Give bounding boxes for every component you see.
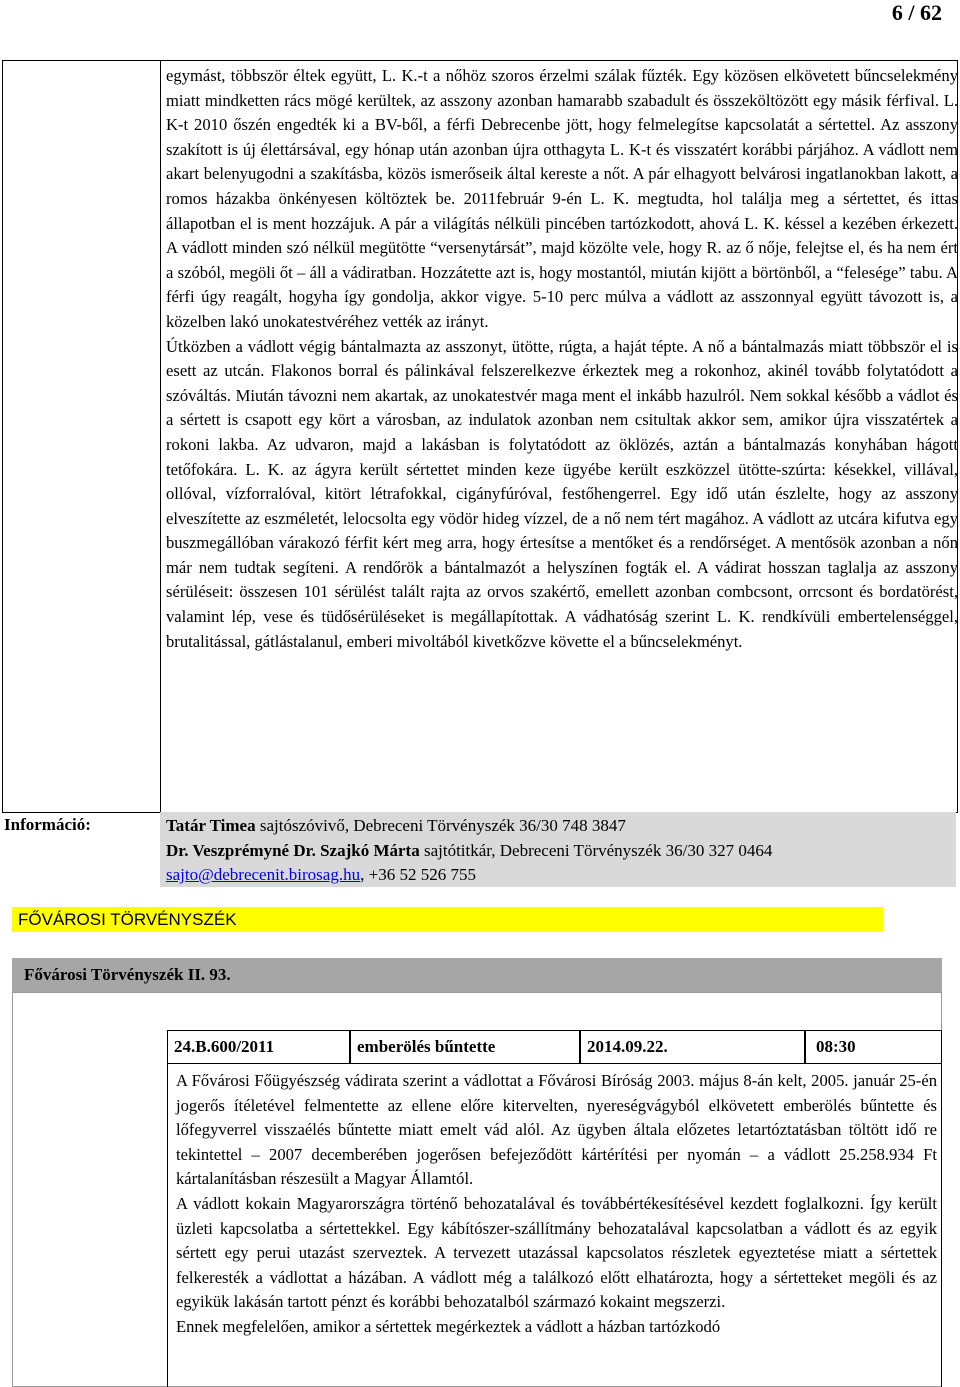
case-description (166, 64, 958, 654)
court-title: FŐVÁROSI TÖRVÉNYSZÉK (12, 907, 883, 932)
contact-line (166, 839, 772, 864)
paragraph: A Fővárosi Főügyészség vádirata szerint a vádlottat a Fővárosi Bíróság 2003. május 8-án kelt, 2005. január 25-én jogerős ítéletével felmentette az ellene előre kitervelten, nyereségvágyból elkövetett emberölés bűntette és lőfegyverrel visszaélés bűntette miatt emelt vád alól. Az ügyben általa előzetes letartóztatásban töltött idő re tekintettel – 2007 decemberében jogerősen befejeződött kártérítési per nyomán – a vádlott 25.258.934 Ft kártalanításban részesült a Magyar Államtól. (176, 1071, 937, 1189)
contact-detail: sajtótitkár, Debreceni Törvényszék 36/30 327 0464 (419, 840, 773, 860)
contact-line (166, 863, 772, 888)
contact-name: Dr. Veszprémyné Dr. Szajkó Márta (166, 840, 420, 860)
courtroom-header: Fővárosi Törvényszék II. 93. (12, 958, 942, 992)
phone-number: , +36 52 526 755 (360, 865, 476, 885)
paragraph: A vádlott kokain Magyarországra történő behozatalával és továbbértékesítésével kezdett foglalkozni. Így került üzleti kapcsolatba a sértettekkel. Egy kábítószer-szállítmány behozatalával kapcsolatban a vádlott és az egyik sértett egy perui utazást szerveztek. A tervezett utazással kapcsolatos részletek egyeztetése miatt a sértettek felkeresték a vádlottat a házában. A vádlott még a találkozó előtt elhatározta, hogy a sértetteket megöli és az egyikük lakásán tartott pénzt és korábbi behozatalból származó kokaint megszerzi. (176, 1193, 937, 1312)
case-charge: emberölés bűntette (350, 1030, 580, 1064)
paragraph: Ennek megfelelően, amikor a sértettek megérkeztek a vádlott a házban tartózkodó (176, 1316, 721, 1336)
case-body (176, 1069, 937, 1340)
paragraph: Útközben a vádlott végig bántalmazta az asszonyt, ütötte, rúgta, a haját tépte. A nő a bántalmazás miatt többször el is esett az utcán. Flakonos borral és pálinkával felszerelkezve érkeztek meg a rokonhoz, akinél tovább folytatódott a szóváltás. Miután távozni nem akartak, az unokatestvér maga ment el inkább hazulról. Nem sokkal később a vádlot és a sértett is csapott egy kört a városban, az indulatok azonban nem csitultak akkor sem, amikor újra visszatértek a rokoni lakba. Az udvaron, majd a lakásban is folytatódott az öklözés, aztán a bántalmazás konyhában hágott tetőfokára. L. K. az ágyra került sértettet minden keze ügyébe került eszközzel ütötte-szúrta: késekkel, villával, ollóval, vízforralóval, kitört létrafokkal, cigányfúróval, festőhengerrel. Egy idő után észlelte, hogy az asszony elveszítette az eszméletét, lelocsolta egy vödör hideg vízzel, de a nő nem tért magához. A vádlott az utcára kifutva egy buszmegállóban várakozó férfit kért meg arra, hogy értesítse a mentőket és a rendőrséget. A mentősök azonban a nőn már nem tudtak segíteni. A rendőrök a bántalmazót a helyszínen fogták el. A vádirat hosszan taglalja az asszony sérüléseit: összesen 101 sérülést talált rajta az orvos szakértő, emellett azonban combcsont, orrcsont és bordatörést, valamint lép, vese és tüdősérüléseket is megállapítottak. A vádhatóság szerint L. K. rendkívüli embertelenséggel, brutalitással, gátlástalanul, emberi mivoltából kivetkőzve követte el a bűncselekményt. (166, 336, 958, 651)
case-date: 2014.09.22. (580, 1030, 805, 1064)
contact-line (166, 814, 772, 839)
email-link[interactable]: sajto@debrecenit.birosag.hu (166, 865, 361, 885)
case-time: 08:30 (805, 1030, 942, 1064)
paragraph: egymást, többször éltek együtt, L. K.-t a nőhöz szoros érzelmi szálak fűzték. Egy közösen elkövetett bűncselekmény miatt mindketten rács mögé kerültek, az asszony azonban hamarabb szabadult és összeköltözött egy másik férfival. L. K-t 2010 őszén engedték ki a BV-ből, a férfi Debrecenbe jött, hogy felmelegítse kapcsolatát a sértettel. Az asszony szakított is új élettársával, egy hónap után azonban újra otthagyta L. K-t és visszatért korábbi párjához. A vádlott nem akart belenyugodni a szakításba, közös ismerőseik által kereste a nőt. A pár elhagyott belvárosi ingatlanokban lakott, a romos házakba önkényesen költöztek be. 2011február 9-én L. K. megtudta, hol találja meg a sértettet, és ittas állapotban el is ment hozzájuk. A pár a világítás nélküli pincében tartózkodott, ahová L. K. késsel a kezében érkezett. A vádlott minden szó nélkül megütötte “versenytársát”, majd közölte vele, hogy R. az ő nője, felejtse el, és ha nem ért a szóból, megöli őt – áll a vádiratban. Hozzátette azt is, hogy mostantól, miután kijött a börtönből, a “felesége” tabu. A férfi úgy reagált, hogyha így gondolja, akkor vigye. 5-10 perc múlva a vádlott az asszonnyal együtt távozott is, a közelben lakó unokatestvéréhez vették az irányt. (166, 66, 958, 331)
contact-detail: sajtószóvivő, Debreceni Törvényszék 36/30 748 3847 (255, 816, 626, 835)
page-number: 6 / 62 (891, 0, 942, 25)
contact-name: Tatár Timea (166, 816, 256, 835)
info-label: Információ: (4, 815, 91, 834)
contact-info (166, 814, 772, 888)
label-column (2, 60, 161, 813)
case-number: 24.B.600/2011 (167, 1030, 350, 1064)
